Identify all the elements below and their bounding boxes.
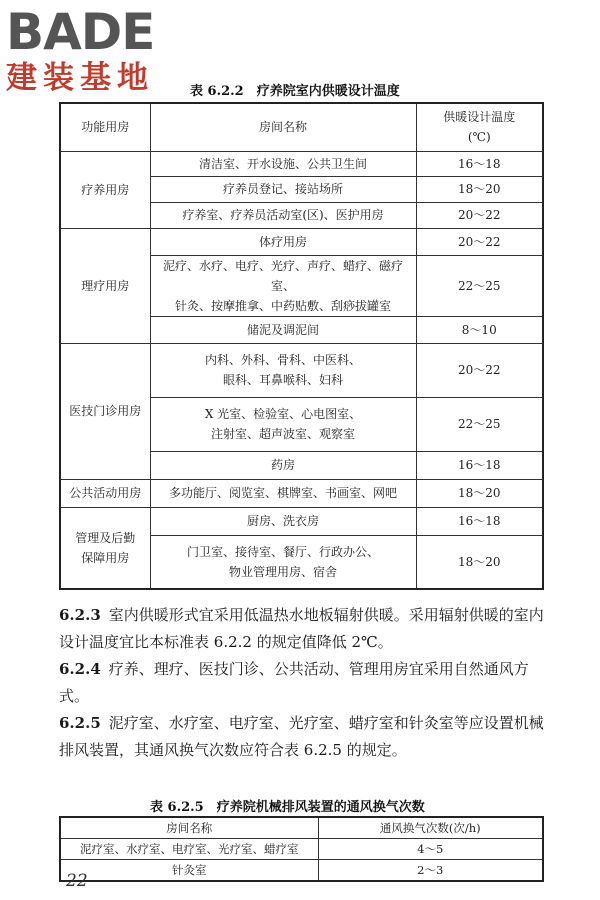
header-temperature bbox=[416, 103, 543, 151]
room-cell: 针灸室 bbox=[60, 860, 318, 882]
value-cell: 2～3 bbox=[318, 860, 543, 882]
temp-cell: 18～20 bbox=[416, 535, 543, 589]
header-room-name: 房间名称 bbox=[150, 103, 416, 151]
room-cell bbox=[150, 343, 416, 397]
clause-6-2-4 bbox=[59, 656, 549, 710]
room-line: 注射室、超声波室、观察室 bbox=[210, 427, 355, 441]
room-line: 物业管理用房、宿舍 bbox=[228, 564, 337, 579]
table-caption-6-2-5: 表 6.2.5 疗养院机械排风装置的通风换气次数 bbox=[150, 800, 425, 815]
ventilation-rate-table bbox=[59, 816, 544, 882]
category-cell: 医技门诊用房 bbox=[60, 343, 150, 479]
page-number: 22 bbox=[66, 871, 88, 891]
table-row bbox=[60, 839, 543, 860]
room-line: 门卫室、接待室、餐厅、行政办公、 bbox=[186, 544, 379, 559]
table-row bbox=[60, 343, 543, 397]
category-line: 保障用房 bbox=[81, 550, 130, 565]
room-cell bbox=[150, 255, 416, 316]
temp-cell: 16～18 bbox=[416, 451, 543, 479]
category-cell: 公共活动用房 bbox=[60, 479, 150, 507]
clause-number: 6.2.4 bbox=[59, 660, 101, 678]
clause-6-2-5 bbox=[59, 710, 549, 764]
header-air-changes: 通风换气次数(次/h) bbox=[318, 817, 543, 839]
clause-6-2-3 bbox=[59, 602, 549, 656]
heating-temperature-table bbox=[59, 102, 544, 590]
room-cell: 多功能厅、阅览室、棋牌室、书画室、网吧 bbox=[150, 479, 416, 507]
temp-cell: 22～25 bbox=[416, 255, 543, 316]
temp-cell: 8～10 bbox=[416, 316, 543, 343]
value-cell: 4～5 bbox=[318, 839, 543, 860]
room-cell: 清洁室、开水设施、公共卫生间 bbox=[150, 151, 416, 176]
temp-cell: 18～20 bbox=[416, 479, 543, 507]
clause-text: 室内供暖形式宜采用低温热水地板辐射供暖。采用辐射供暖的室内设计温度宜比本标准表 6.2.2 的规定值降低 2℃。 bbox=[59, 606, 544, 651]
logo-subtitle: 建装基地 bbox=[6, 60, 154, 96]
room-cell: 泥疗室、水疗室、电疗室、光疗室、蜡疗室 bbox=[60, 839, 318, 860]
room-cell: 药房 bbox=[150, 451, 416, 479]
temp-cell: 16～18 bbox=[416, 151, 543, 176]
room-cell bbox=[150, 535, 416, 589]
brand-logo bbox=[4, 4, 174, 96]
room-line: 眼科、耳鼻喉科、妇科 bbox=[222, 373, 343, 387]
category-cell bbox=[60, 507, 150, 589]
room-cell: 疗养室、疗养员活动室(区)、医护用房 bbox=[150, 202, 416, 228]
category-line: 管理及后勤 bbox=[75, 530, 136, 545]
room-cell: 体疗用房 bbox=[150, 228, 416, 255]
temp-cell: 20～22 bbox=[416, 202, 543, 228]
header-temperature-label: 供暖设计温度 bbox=[443, 110, 516, 125]
room-cell bbox=[150, 397, 416, 451]
room-line: 泥疗、水疗、电疗、光疗、声疗、蜡疗、磁疗室、 bbox=[162, 258, 403, 293]
table-row bbox=[60, 860, 543, 882]
temp-cell: 20～22 bbox=[416, 343, 543, 397]
room-cell: 储泥及调泥间 bbox=[150, 316, 416, 343]
temp-cell: 18～20 bbox=[416, 176, 543, 202]
temp-cell: 16～18 bbox=[416, 507, 543, 535]
clause-text: 泥疗室、水疗室、电疗室、光疗室、蜡疗室和针灸室等应设置机械排风装置，其通风换气次数应符合表 6.2.5 的规定。 bbox=[59, 714, 544, 759]
table-header-row bbox=[60, 817, 543, 839]
room-line: 内科、外科、骨科、中医科、 bbox=[204, 353, 361, 367]
clause-number: 6.2.3 bbox=[59, 606, 101, 624]
table-row bbox=[60, 479, 543, 507]
category-cell: 理疗用房 bbox=[60, 228, 150, 343]
room-cell: 疗养员登记、接站场所 bbox=[150, 176, 416, 202]
temp-cell: 20～22 bbox=[416, 228, 543, 255]
header-temperature-unit: (℃) bbox=[467, 130, 491, 145]
logo-wordmark: BADE bbox=[6, 3, 155, 61]
table-caption-6-2-2: 表 6.2.2 疗养院室内供暖设计温度 bbox=[190, 84, 400, 99]
header-room-name: 房间名称 bbox=[60, 817, 318, 839]
room-cell: 厨房、洗衣房 bbox=[150, 507, 416, 535]
table-header-row bbox=[60, 103, 543, 151]
temp-cell: 22～25 bbox=[416, 397, 543, 451]
table-row bbox=[60, 228, 543, 255]
clause-text: 疗养、理疗、医技门诊、公共活动、管理用房宜采用自然通风方式。 bbox=[59, 660, 529, 705]
clause-number: 6.2.5 bbox=[59, 714, 101, 732]
table-row bbox=[60, 507, 543, 535]
room-line: 针灸、按摩推拿、中药贴敷、刮痧拔罐室 bbox=[174, 298, 391, 313]
category-cell: 疗养用房 bbox=[60, 151, 150, 228]
room-line: X 光室、检验室、心电图室、 bbox=[204, 407, 362, 421]
table-row bbox=[60, 151, 543, 176]
header-function: 功能用房 bbox=[60, 103, 150, 151]
